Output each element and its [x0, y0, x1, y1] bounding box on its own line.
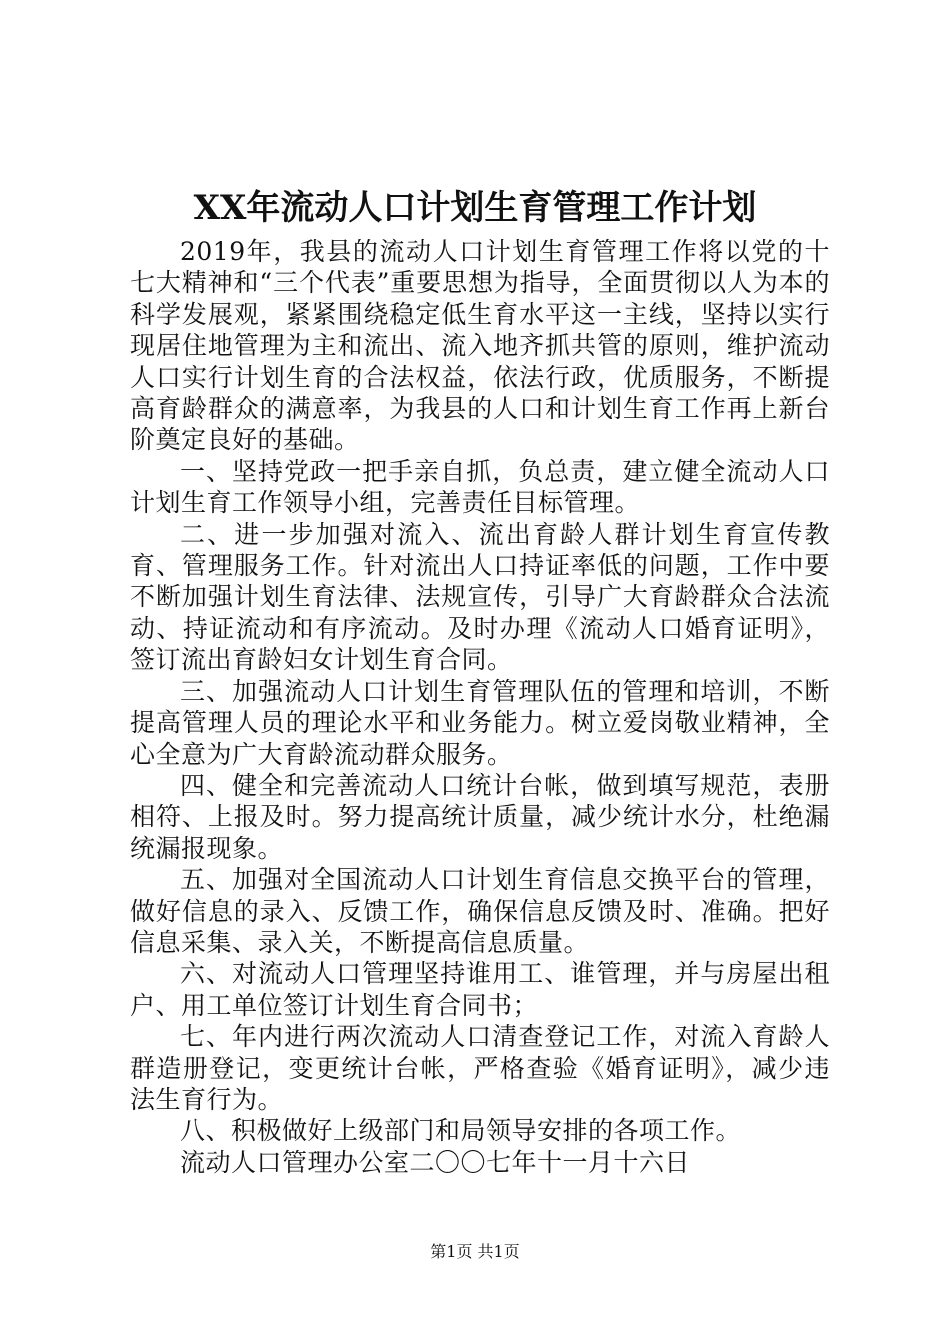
- paragraph-item-8: 八、积极做好上级部门和局领导安排的各项工作。: [180, 1116, 742, 1146]
- paragraph-item-2: 二、进一步加强对流入、流出育龄人群计划生育宣传教育、管理服务工作。针对流出人口持证率低的问题，工作中要不断加强计划生育法律、法规宣传，引导广大育龄群众合法流动、持证流动和有序流动。及时办理《流动人口婚育证明》，签订流出育龄妇女计划生育合同。: [130, 519, 830, 675]
- paragraph-item-1: 一、坚持党政一把手亲自抓，负总责，建立健全流动人口计划生育工作领导小组，完善责任目标管理。: [130, 456, 830, 518]
- document-title: XX年流动人口计划生育管理工作计划: [193, 188, 757, 228]
- paragraph-item-3: 三、加强流动人口计划生育管理队伍的管理和培训，不断提高管理人员的理论水平和业务能力。树立爱岗敬业精神，全心全意为广大育龄流动群众服务。: [130, 676, 830, 769]
- document-body: [130, 236, 830, 1178]
- paragraph-item-4: 四、健全和完善流动人口统计台帐，做到填写规范，表册相符、上报及时。努力提高统计质量，减少统计水分，杜绝漏统漏报现象。: [130, 770, 830, 863]
- signature-line: 流动人口管理办公室二〇〇七年十一月十六日: [180, 1147, 691, 1177]
- paragraph-item-5: 五、加强对全国流动人口计划生育信息交换平台的管理，做好信息的录入、反馈工作，确保信息反馈及时、准确。把好信息采集、录入关，不断提高信息质量。: [130, 865, 830, 957]
- paragraph-intro: 2019年，我县的流动人口计划生育管理工作将以党的十七大精神和“三个代表”重要思想为指导，全面贯彻以人为本的科学发展观，紧紧围绕稳定低生育水平这一主线，坚持以实行现居住地管理为主和流出、流入地齐抓共管的原则，维护流动人口实行计划生育的合法权益，依法行政，优质服务，不断提高育龄群众的满意率，为我县的人口和计划生育工作再上新台阶奠定良好的基础。: [130, 237, 830, 455]
- paragraph-item-7: 七、年内进行两次流动人口清查登记工作，对流入育龄人群造册登记，变更统计台帐，严格查验《婚育证明》，减少违法生育行为。: [130, 1022, 830, 1114]
- page-footer: 第1页 共1页: [430, 1242, 520, 1261]
- paragraph-item-6: 六、对流动人口管理坚持谁用工、谁管理，并与房屋出租户、用工单位签订计划生育合同书；: [130, 959, 830, 1020]
